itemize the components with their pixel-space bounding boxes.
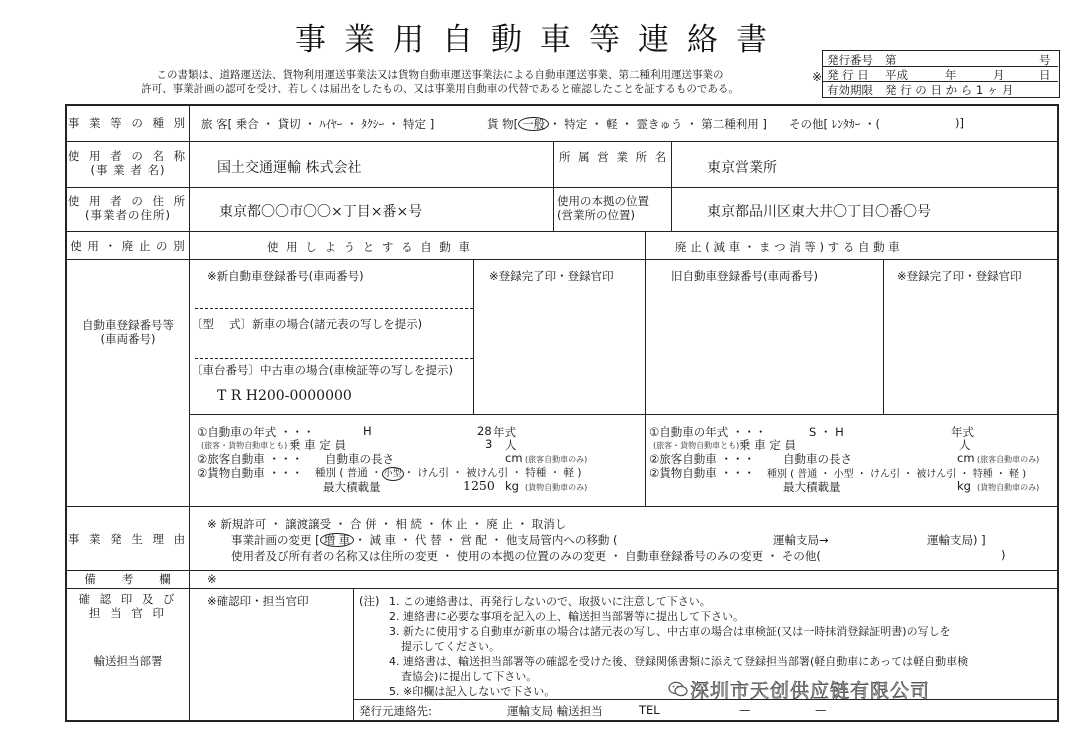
freight-selected: 一般: [518, 117, 549, 131]
left-passenger-label: ②旅客自動車 ・・・: [197, 452, 303, 466]
registration-label-2: (車両番号): [100, 332, 156, 346]
registration-stamp-old: ※登録完了印・登録官印: [897, 269, 1022, 283]
right-length-unit: cm: [957, 451, 975, 465]
left-year-label: ①自動車の年式 ・・・: [197, 425, 315, 439]
business-type-label: 事 業 等 の 種 別: [67, 116, 189, 130]
right-load-unit: kg: [957, 479, 971, 493]
divider: [67, 187, 1057, 188]
old-registration-number: 旧自動車登録番号(車両番号): [671, 269, 818, 283]
reason-change-prefix: 事業計画の変更 [: [231, 533, 320, 547]
user-address-value: 東京都〇〇市〇〇×丁目×番×号: [219, 204, 423, 220]
note-4b: 査協会)に提出して下さい。: [401, 670, 538, 683]
left-year-unit: 年式: [493, 425, 516, 439]
base-location-label: [557, 194, 649, 222]
issue-date-era: 平成: [885, 68, 908, 82]
issue-number-go: 号: [1039, 53, 1051, 67]
remarks-label: 備 考 欄: [84, 572, 172, 586]
new-registration-number: ※新自動車登録番号(車両番号): [207, 269, 364, 283]
note-3b: 提示してください。: [401, 640, 500, 653]
model-note: 〔型 式〕新車の場合(諸元表の写しを提示): [191, 317, 423, 331]
base-location-value: 東京都品川区東大井〇丁目〇番〇号: [707, 204, 931, 220]
office-name-label: 所 属 営 業 所 名: [559, 150, 669, 164]
registration-label-1: 自動車登録番号等: [82, 318, 174, 332]
office-name-value: 東京営業所: [707, 160, 777, 176]
validity-value: 発 行 の 日 か ら 1 ヶ 月: [885, 83, 1014, 97]
freight-types: [487, 116, 767, 132]
right-load-note: (貨物自動車のみ): [977, 483, 1040, 492]
divider: [67, 506, 1057, 507]
issue-date-day: 日: [1039, 68, 1051, 82]
other-types: その他[ ﾚﾝﾀｶｰ ・(: [789, 117, 881, 131]
user-address-label: [67, 194, 189, 222]
left-year-era: H: [363, 424, 372, 438]
divider: [67, 259, 1057, 260]
user-name-label-1: 使 用 者 の 名 称: [67, 149, 189, 163]
right-year-label: ①自動車の年式 ・・・: [649, 425, 767, 439]
left-freight-label: ②貨物自動車 ・・・: [197, 466, 303, 480]
divider: [67, 570, 1057, 571]
divider: [67, 141, 1057, 142]
form-table: [65, 104, 1059, 722]
left-capacity-label: 乗 車 定 員: [289, 438, 346, 452]
confirm-label: [67, 592, 189, 620]
reason-line-3-close: ): [1001, 548, 1006, 562]
right-type-options: 種別 ( 普通 ・ 小型 ・ けん引 ・ 被けん引 ・ 特種 ・ 軽 ): [767, 469, 1027, 480]
issue-number-dai: 第: [885, 53, 897, 67]
user-address-label-2: (事業者の住所): [85, 208, 171, 222]
sender-label: 発行元連絡先:: [359, 704, 432, 718]
chassis-number-value: T R H200-0000000: [217, 388, 352, 404]
confirm-label-1: 確 認 印 及 び: [78, 592, 178, 606]
freight-prefix: 貨 物[: [487, 117, 519, 131]
base-location-label-1: 使用の本拠の位置: [557, 194, 649, 208]
divider: [883, 259, 884, 414]
issue-number-label: 発行番号: [827, 53, 873, 67]
sender-dash-1: —: [739, 703, 751, 717]
divider: [645, 231, 646, 506]
right-capacity-unit: 人: [959, 438, 971, 452]
issue-date-month: 月: [993, 68, 1005, 82]
right-year-era: S ・ H: [809, 425, 844, 439]
intro-line-1: この書類は、道路運送法、貨物利用運送事業法又は貨物自動車運送事業法による自動車運送事業、第二種利用運送事業の: [156, 69, 724, 81]
left-capacity-note: (旅客・貨物自動車とも): [201, 441, 288, 450]
right-length-note: (旅客自動車のみ): [977, 455, 1040, 464]
right-load-label: 最大積載量: [783, 480, 841, 494]
watermark-text: 深圳市天创供应链有限公司: [690, 680, 931, 702]
divider: [189, 414, 1057, 415]
document-title: 事業用自動車等連絡書: [295, 22, 785, 58]
divider: [67, 231, 1057, 232]
reason-bureau-from: 運輸支局→: [773, 533, 829, 547]
intro-line-2: 許可、事業計画の認可を受け、若しくは届出をしたもの、又は事業用自動車の代替であると確認したことを証するものである。: [141, 83, 739, 95]
notes-heading: (注): [359, 594, 380, 608]
wechat-icon: [668, 680, 688, 698]
freight-suffix: ・ 特定 ・ 軽 ・ 霊きゅう ・ 第二種利用 ]: [549, 117, 767, 131]
validity-label: 有効期限: [827, 83, 873, 97]
right-capacity-label: 乗 車 定 員: [739, 438, 796, 452]
transport-dept-label: 輸送担当部署: [93, 654, 163, 668]
left-load-label: 最大積載量: [323, 480, 381, 494]
left-capacity-unit: 人: [505, 438, 517, 452]
reason-line-2: [231, 532, 618, 548]
user-name-label-2: (事 業 者 名): [90, 163, 166, 177]
reason-bureau-to: 運輸支局) ]: [927, 533, 986, 547]
reason-line-1: ※ 新規許可 ・ 譲渡譲受 ・ 合 併 ・ 相 続 ・ 休 止 ・ 廃 止 ・ 取消し: [207, 517, 567, 531]
left-load-note: (貨物自動車のみ): [525, 483, 588, 492]
chassis-note: 〔車台番号〕中古車の場合(車検証等の写しを提示): [191, 363, 453, 377]
right-passenger-label: ②旅客自動車 ・・・: [649, 452, 755, 466]
note-4a: 4. 連絡書は、輸送担当部署等の確認を受けた後、登録関係書類に添えて登録担当部署(軽自動車にあっては軽自動車検: [389, 655, 969, 668]
dashed-divider: [195, 358, 473, 359]
divider: [189, 106, 190, 720]
right-freight-label: ②貨物自動車 ・・・: [649, 466, 755, 480]
remarks-value: ※: [207, 572, 217, 586]
left-load-unit: kg: [505, 479, 519, 493]
right-length-label: 自動車の長さ: [783, 452, 852, 466]
left-length-unit: cm: [505, 451, 523, 465]
user-name-value: 国土交通運輸 株式会社: [217, 160, 362, 176]
abolish-vehicle-header: 廃 止 ( 減 車 ・ ま つ 消 等 ) す る 自 動 車: [675, 240, 900, 254]
reason-line-3: 使用者及び所有者の名称又は住所の変更 ・ 使用の本拠の位置のみの変更 ・ 自動車登録番号のみの変更 ・ その他(: [231, 549, 821, 563]
registration-stamp-new: ※登録完了印・登録官印: [489, 269, 614, 283]
use-vehicle-header: 使 用 し よ う と す る 自 動 車: [267, 240, 473, 254]
base-location-label-2: (営業所の位置): [557, 208, 635, 222]
note-1: 1. この連絡書は、再発行しないので、取扱いに注意して下さい。: [389, 595, 711, 608]
note-5: 5. ※印欄は記入しないで下さい。: [389, 685, 556, 698]
registration-label: [67, 318, 189, 346]
left-load-value: 1250: [463, 478, 495, 493]
left-length-label: 自動車の長さ: [325, 452, 394, 466]
confirm-label-2: 担 当 官 印: [89, 606, 167, 620]
right-capacity-note: (旅客・貨物自動車とも): [653, 441, 740, 450]
passenger-types: 旅 客[ 乗合 ・ 貸切 ・ ﾊｲﾔｰ ・ ﾀｸｼｰ ・ 特定 ]: [201, 117, 435, 131]
other-types-close: )]: [955, 116, 964, 130]
reason-change-selected: 増 車: [320, 533, 355, 547]
divider: [473, 259, 474, 414]
dashed-divider: [195, 308, 473, 309]
sender-bureau: 運輸支局 輸送担当: [507, 704, 603, 718]
divider: [553, 141, 554, 231]
divider: [671, 141, 672, 231]
user-name-label: [67, 149, 189, 177]
reason-change-suffix: ・ 減 車 ・ 代 替 ・ 営 配 ・ 他支局管内への移動 (: [354, 533, 618, 547]
left-type-prefix: 種別 ( 普通 ・: [315, 467, 382, 479]
left-type-selected: 小型: [383, 469, 402, 479]
divider: [67, 588, 1057, 589]
left-capacity-value: 3: [485, 437, 493, 451]
intro-text: [70, 68, 810, 96]
left-year-value: 28: [477, 424, 492, 438]
left-length-note: (旅客自動車のみ): [525, 455, 588, 464]
issue-date-label: 発 行 日: [827, 68, 869, 82]
sender-dash-2: —: [815, 703, 827, 717]
note-3a: 3. 新たに使用する自動車が新車の場合は諸元表の写し、中古車の場合は車検証(又は一時抹消登録証明書)の写しを: [389, 625, 951, 638]
issue-date-year: 年: [945, 68, 957, 82]
header-asterisk: ※: [812, 70, 823, 84]
note-2: 2. 連絡書に必要な事項を記入の上、輸送担当部署等に提出して下さい。: [389, 610, 744, 623]
sender-tel: TEL: [639, 703, 660, 717]
right-year-unit: 年式: [951, 425, 974, 439]
left-type-suffix: ・ けん引 ・ 被けん引 ・ 特種 ・ 軽 ): [403, 467, 582, 479]
user-address-label-1: 使 用 者 の 住 所: [67, 194, 189, 208]
use-abolish-label: 使 用 ・ 廃 止 の 別: [70, 239, 186, 253]
confirm-stamp-column: ※確認印・担当官印: [207, 594, 309, 608]
issue-info-box: [822, 50, 1060, 98]
divider: [353, 588, 354, 720]
reason-label: 事 業 発 生 理 由: [67, 532, 189, 546]
